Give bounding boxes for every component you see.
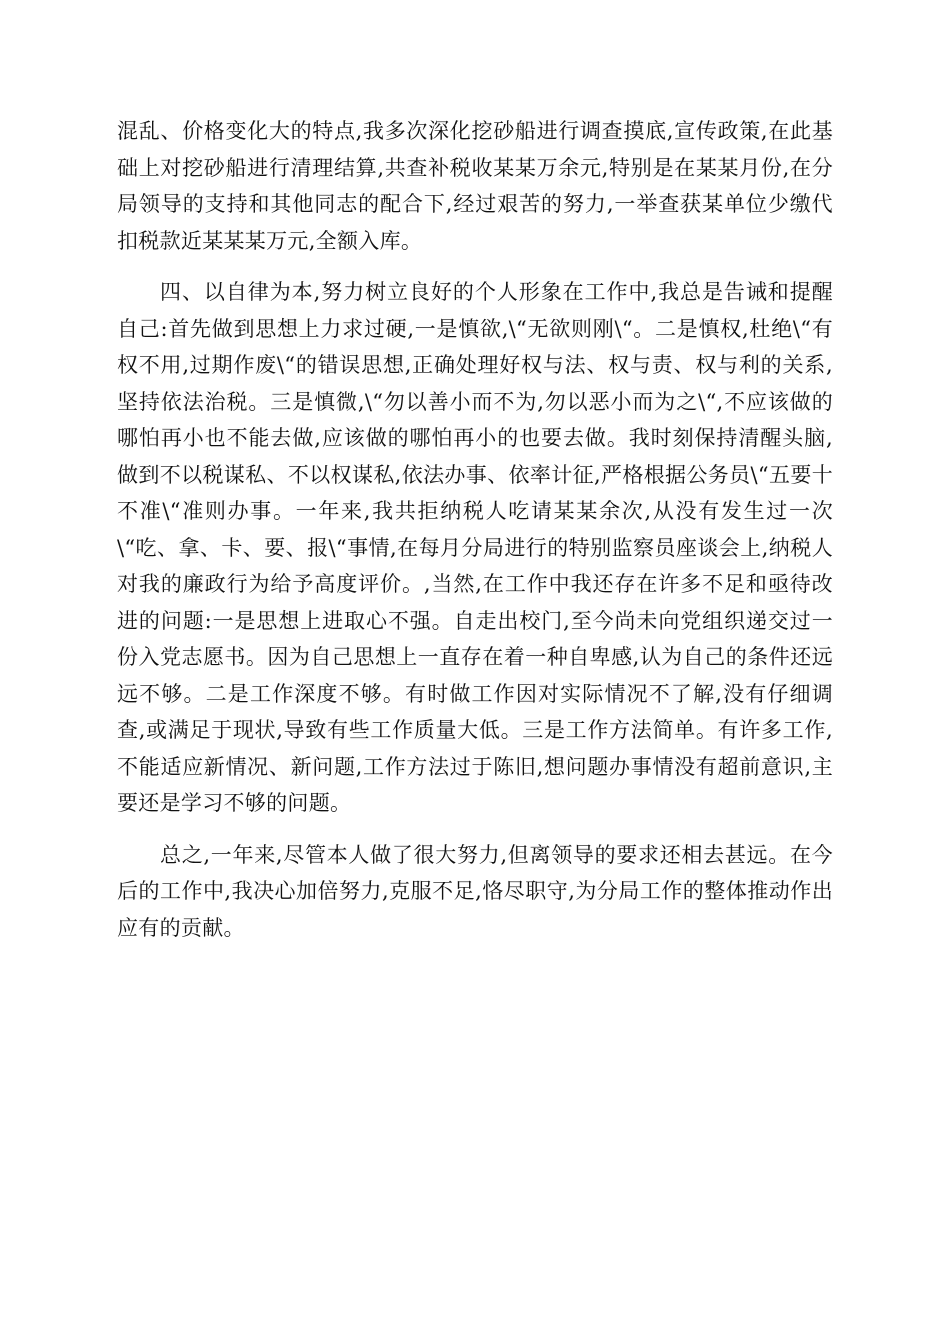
- paragraph-conclusion: 总之,一年来,尽管本人做了很大努力,但离领导的要求还相去甚远。在今后的工作中,我决心加倍努力,克服不足,恪尽职守,为分局工作的整体推动作出应有的贡献。: [117, 842, 833, 940]
- paragraph-continuation: 混乱、价格变化大的特点,我多次深化挖砂船进行调查摸底,宣传政策,在此基础上对挖砂船进行清理结算,共查补税收某某万余元,特别是在某某月份,在分局领导的支持和其他同志的配合下,经过艰苦的努力,一举查获某单位少缴代扣税款近某某某万元,全额入库。: [117, 119, 833, 253]
- document-body: [117, 113, 833, 961]
- paragraph-self-discipline: 四、以自律为本,努力树立良好的个人形象在工作中,我总是告诫和提醒自己:首先做到思想上力求过硬,一是慎欲,\“无欲则刚\“。二是慎权,杜绝\“有权不用,过期作废\“的错误思想,正确处理好权与法、权与责、权与利的关系,坚持依法治税。三是慎微,\“勿以善小而不为,勿以恶小而为之\“,不应该做的哪怕再小也不能去做,应该做的哪怕再小的也要去做。我时刻保持清醒头脑,做到不以税谋私、不以权谋私,依法办事、依率计征,严格根据公务员\“五要十不准\“准则办事。一年来,我共拒纳税人吃请某某余次,从没有发生过一次\“吃、拿、卡、要、报\“事情,在每月分局进行的特别监察员座谈会上,纳税人对我的廉政行为给予高度评价。,当然,在工作中我还存在许多不足和亟待改进的问题:一是思想上进取心不强。自走出校门,至今尚未向党组织递交过一份入党志愿书。因为自己思想上一直存在着一种自卑感,认为自己的条件还远远不够。二是工作深度不够。有时做工作因对实际情况不了解,没有仔细调查,或满足于现状,导致有些工作质量大低。三是工作方法简单。有许多工作,不能适应新情况、新问题,工作方法过于陈旧,想问题办事情没有超前意识,主要还是学习不够的问题。: [117, 280, 833, 815]
